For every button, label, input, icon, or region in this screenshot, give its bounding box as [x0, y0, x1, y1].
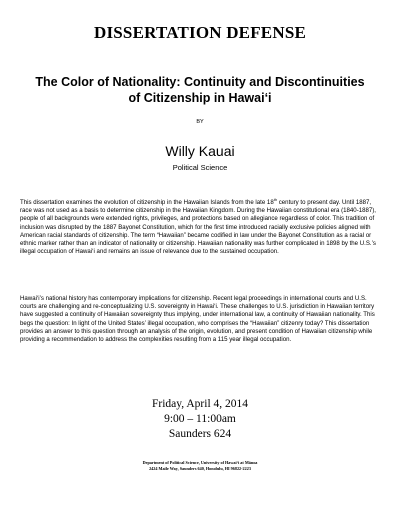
- author-name: Willy Kauai: [165, 143, 235, 159]
- event-time: 9:00 – 11:00am: [164, 413, 236, 425]
- abstract-paragraph-1: [20, 196, 382, 256]
- title-line-1: The Color of Nationality: Continuity and Discontinuities: [35, 75, 365, 89]
- page-heading: DISSERTATION DEFENSE: [93, 23, 307, 42]
- abstract-paragraph-2: Hawai‘i’s national history has contemporary implications for citizenship. Recent legal proceedings in international courts and U.S. courts are challenging and re-conceptualizing U.S. sovereignty in Hawai‘i. These challenges to U.S. jurisdiction in Hawaiian territory have suggested a continuity of Hawaiian sovereignty thus implying, under international law, a continuity of Hawaiian nationality. This begs the question: In light of the United States’ illegal occupation, who comprises the “Hawaiian” citizenry today? This dissertation provides an answer to this question through an analysis of the origin, evolution, and present condition of Hawaiian citizenship while providing a recommendation to address the complexities resulting from a 115 year illegal occupation.: [20, 295, 375, 344]
- event-date: Friday, April 4, 2014: [151, 398, 249, 410]
- abstract-p1-start: This dissertation examines the evolution of citizenship in the Hawaiian Islands from the late 18: [20, 199, 274, 206]
- abstract-p1-rest: century to present day. Until 1887, race was not used as a basis to determine citizenship in the Hawaiian Kingdom. During the Hawaiian constitutional era (1840-1887), people of all backgrounds were extended rights, privileges, and protections based on allegiance regardless of color. This tradition of inclusion was disrupted by the 1887 Bayonet Constitution, which for the first time introduced racially exclusive policies aligned with American racial standards of citizenship. The term “Hawaiian” became codified in law under the Bayonet Constitution as a racial or ethnic marker rather than an indicator of nationality or citizenship. Hawaiian nationality was further complicated in 1898 by the U.S.’s illegal occupation of Hawai‘i and remains an issue of relevance due to the sustained occupation.: [20, 199, 377, 256]
- event-location: Saunders 624: [168, 428, 232, 440]
- title-line-2: of Citizenship in Hawai‘i: [128, 91, 272, 105]
- dissertation-title: [20, 74, 380, 106]
- footer-address: 2424 Maile Way, Saunders 640, Honolulu, HI 96822-2223: [149, 466, 251, 471]
- footer-department: Department of Political Science, University of Hawai‘i at Mānoa: [142, 460, 258, 465]
- by-label: BY: [196, 119, 204, 125]
- department-name: Political Science: [172, 163, 228, 172]
- ordinal-suffix: th: [273, 196, 278, 202]
